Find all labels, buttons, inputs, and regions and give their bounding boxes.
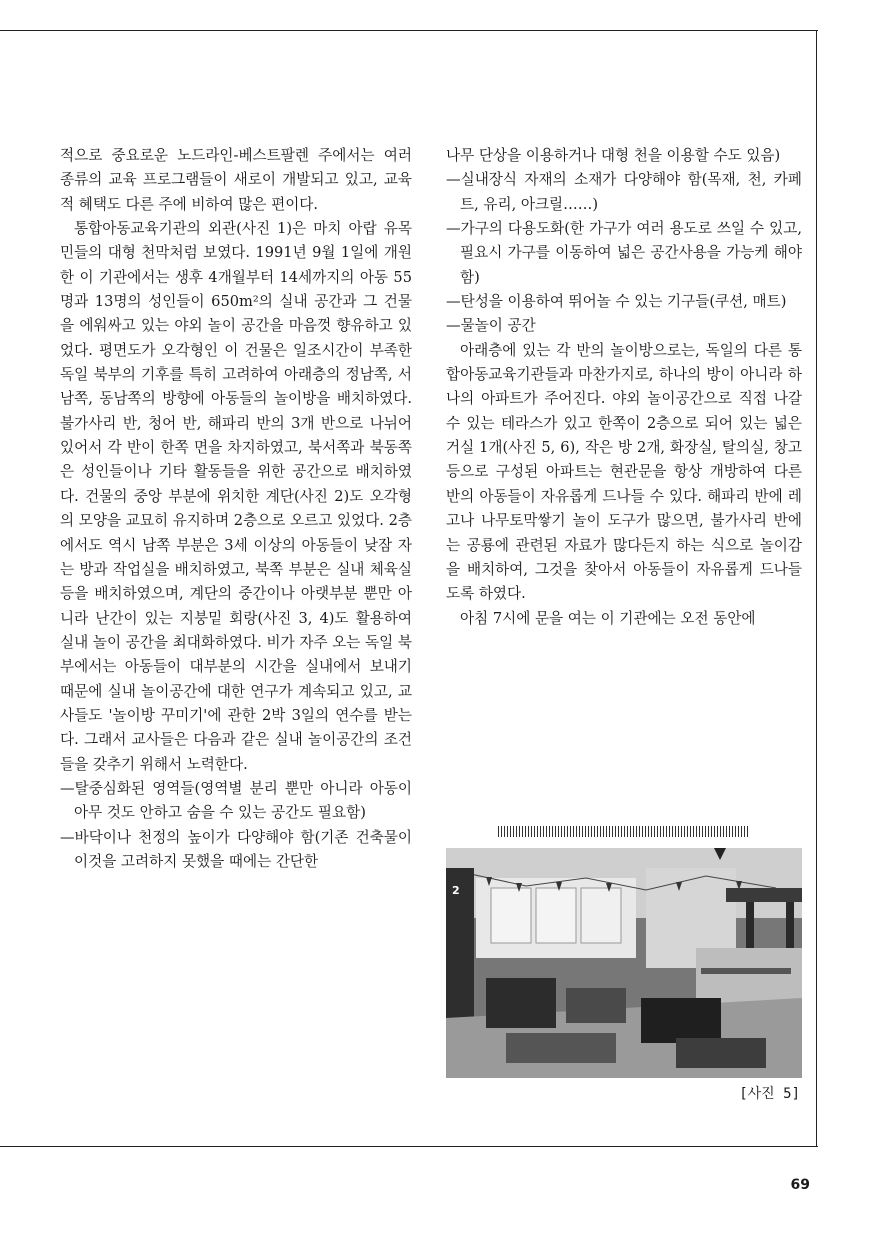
classroom-photo-drawing xyxy=(446,848,802,1078)
paragraph: 적으로 중요로운 노드라인-베스트팔렌 주에서는 여러 종류의 교육 프로그램들이 새로이 개발되고 있고, 교육적 혜택도 다른 주에 비하여 많은 편이다. xyxy=(60,147,412,213)
paragraph: 아래층에 있는 각 반의 놀이방으로는, 독일의 다른 통합아동교육기관들과 마찬가지로, 하나의 방이 아니라 하나의 아파트가 주어진다. 야외 놀이공간으로 직접 나갈 수 있는 테라스가 있고 한쪽이 2층으로 되어 있는 넓은 거실 1개(사진 5, 6), 작은 방 2개, 화장실, 탈의실, 창고 등으로 구성된 아파트는 현관문을 항상 개방하여 다른 반의 아동들이 자유롭게 드나들 수 있다. 해파리 반에 레고나 나무토막쌓기 놀이 도구가 많으면, 불가사리 반에는 공룡에 관련된 자료가 많다든지 하는 식으로 놀이감을 배치하여, 그것을 찾아서 아동들이 자유롭게 드나들도록 하였다. xyxy=(446,341,802,603)
right-text-column xyxy=(446,144,802,631)
classroom-photo xyxy=(446,848,802,1078)
paragraph: 아침 7시에 문을 여는 이 기관에는 오전 동안에 xyxy=(460,609,756,627)
decorative-barcode-stripe xyxy=(498,826,748,837)
bottom-border-rule xyxy=(0,1146,818,1147)
list-item: —실내장식 자재의 소재가 다양해야 함(목재, 천, 카페트, 유리, 아크릴……) xyxy=(446,171,802,213)
photo-number-marker: 2 xyxy=(452,884,460,897)
paragraph: 통합아동교육기관의 외관(사진 1)은 마치 아랍 유목민들의 대형 천막처럼 보였다. 1991년 9월 1일에 개원한 이 기관에서는 생후 4개월부터 14세까지의 아동 55명과 13명의 성인들이 650m²의 실내 공간과 그 건물을 에워싸고 있는 야외 놀이 공간을 마음껏 향유하고 있었다. 평면도가 오각형인 이 건물은 일조시간이 부족한 독일 북부의 기후를 특히 고려하여 아래층의 정남쪽, 서남쪽, 동남쪽의 방향에 아동들의 놀이방을 배치하였다. 불가사리 반, 청어 반, 해파리 반의 3개 반으로 나뉘어 있어서 각 반이 한쪽 면을 차지하였고, 북서쪽과 북동쪽은 성인들이나 기타 활동들을 위한 공간으로 배치하였다. 건물의 중앙 부분에 위치한 계단(사진 2)도 오각형의 모양을 교묘히 유지하며 2층으로 오르고 있었다. 2층에서도 역시 남쪽 부분은 3세 이상의 아동들이 낮잠 자는 방과 작업실을 배치하였고, 북쪽 부분은 실내 체육실 등을 배치하였으며, 계단의 중간이나 아랫부분 뿐만 아니라 난간이 있는 지붕밑 회랑(사진 3, 4)도 활용하여 실내 놀이 공간을 최대화하였다. 비가 자주 오는 독일 북부에서는 아동들이 대부분의 시간을 실내에서 보내기 때문에 실내 놀이공간에 대한 연구가 계속되고 있고, 교사들도 '놀이방 꾸미기'에 관한 2박 3일의 연수를 받는다. 그래서 교사들은 다음과 같은 실내 놀이공간의 조건들을 갖추기 위해서 노력한다. xyxy=(60,220,412,773)
list-item: —물놀이 공간 xyxy=(446,317,536,335)
list-item: —탈중심화된 영역들(영역별 분리 뿐만 아니라 아동이 아무 것도 안하고 숨을 수 있는 공간도 필요함) xyxy=(60,779,412,822)
list-item: —가구의 다용도화(한 가구가 여러 용도로 쓰일 수 있고, 필요시 가구를 이동하여 넓은 공간사용을 가능케 해야 함) xyxy=(446,220,802,286)
list-item: —탄성을 이용하여 뛰어놀 수 있는 기구들(쿠션, 매트) xyxy=(446,293,787,311)
right-border-rule xyxy=(816,30,817,1147)
list-item: —바닥이나 천정의 높이가 다양해야 함(기존 건축물이 이것을 고려하지 못했을 때에는 간단한 xyxy=(60,828,412,870)
left-text-column xyxy=(60,144,412,874)
paragraph: 나무 단상을 이용하거나 대형 천을 이용할 수도 있음) xyxy=(446,147,781,164)
page-number: 69 xyxy=(790,1177,810,1193)
photo-caption: [사진 5] xyxy=(739,1086,800,1102)
top-border-rule xyxy=(0,30,818,31)
